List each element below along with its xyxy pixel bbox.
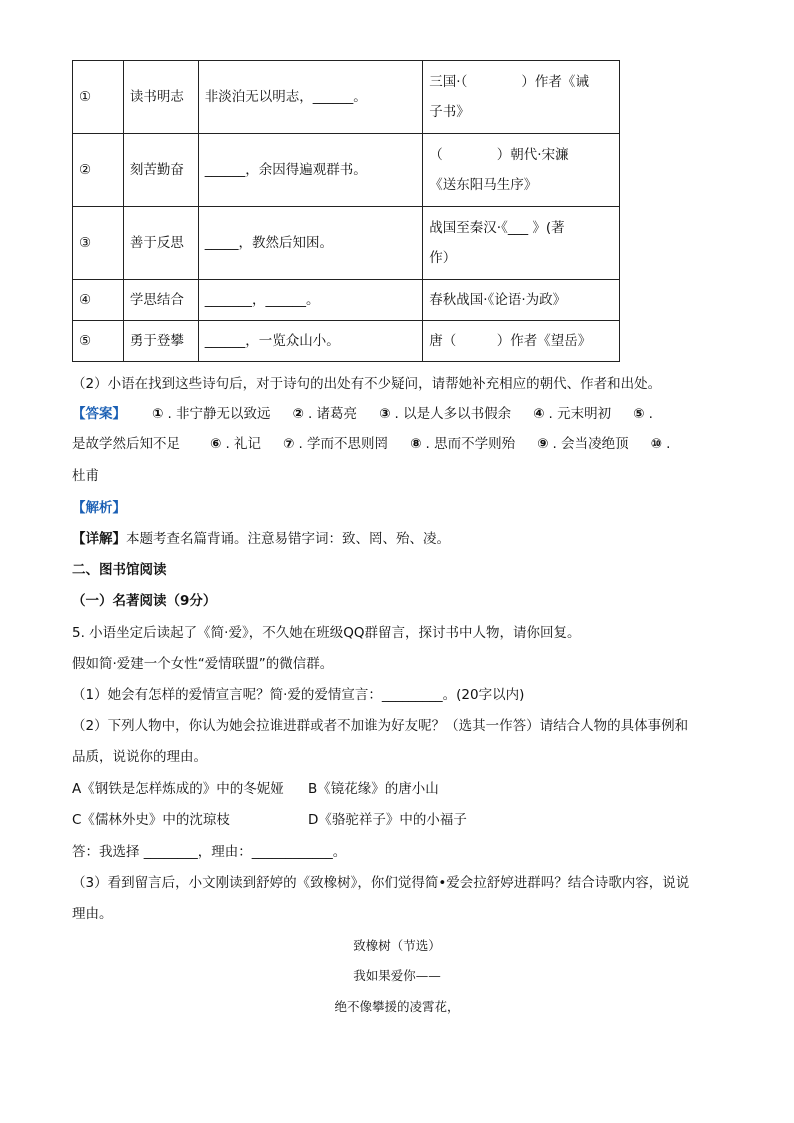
row-line: 非淡泊无以明志，______。	[198, 61, 423, 134]
options-row-1	[72, 779, 734, 799]
row-source: 战国至秦汉·《___ 》(著 作）	[423, 207, 620, 280]
answer-item: ⑦ . 学而不思则罔	[283, 436, 389, 452]
answer-item: ⑧ . 思而不学则殆	[410, 436, 516, 452]
row-number: ②	[73, 134, 124, 207]
row-line: _______，______。	[198, 280, 423, 321]
question-5-intro-2: 假如简·爱建一个女性“爱情联盟”的微信群。	[72, 656, 334, 672]
option-c: C《儒林外史》中的沈琼枝	[72, 812, 230, 828]
option-a: A《钢铁是怎样炼成的》中的冬妮娅	[72, 781, 284, 797]
row-number: ⑤	[73, 321, 124, 362]
answer-item: ⑨ . 会当凌绝顶	[537, 436, 629, 452]
row-line: ______，一览众山小。	[198, 321, 423, 362]
table-row	[73, 134, 620, 207]
question-5-part-1: （1）她会有怎样的爱情宣言呢？简·爱的爱情宣言：_________。(20字以内)	[72, 687, 525, 703]
answer-item: ③ . 以是人多以书假余	[379, 406, 512, 422]
analysis-label: 【解析】	[72, 500, 126, 516]
question-2: （2）小语在找到这些诗句后，对于诗句的出处有不少疑问，请帮她补充相应的朝代、作者和出处。	[72, 376, 662, 392]
answer-line-2	[72, 434, 734, 454]
row-theme: 学思结合	[123, 280, 198, 321]
row-theme: 善于反思	[123, 207, 198, 280]
table-row	[73, 280, 620, 321]
row-number: ④	[73, 280, 124, 321]
answer-last: 杜甫	[72, 468, 99, 484]
row-number: ①	[73, 61, 124, 134]
option-d: D《骆驼祥子》中的小福子	[308, 812, 467, 828]
row-line: ______，余因得遍观群书。	[198, 134, 423, 207]
row-theme: 读书明志	[123, 61, 198, 134]
answer-item: ① . 非宁静无以致远	[152, 406, 271, 422]
row-source: 唐（ ）作者《望岳》	[423, 321, 620, 362]
row-source: （ ）朝代·宋濂 《送东阳马生序》	[423, 134, 620, 207]
answer-item: ② . 诸葛亮	[292, 406, 358, 422]
answer-item: ⑩ .	[650, 436, 671, 452]
table-row	[73, 321, 620, 362]
question-5-intro: 5. 小语坐定后读起了《简·爱》，不久她在班级QQ群留言，探讨书中人物，请你回复。	[72, 625, 581, 641]
question-5-part-3b: 理由。	[72, 906, 113, 922]
table-row	[73, 207, 620, 280]
question-5-part-3a: （3）看到留言后，小文刚读到舒婷的《致橡树》，你们觉得简•爱会拉舒婷进群吗？结合诗歌内容，说说	[72, 875, 690, 891]
answer-item: 是故学然后知不足	[72, 436, 180, 452]
row-number: ③	[73, 207, 124, 280]
row-theme: 刻苦勤奋	[123, 134, 198, 207]
answer-item: ⑥ . 礼记	[210, 436, 262, 452]
row-source: 三国·（ ）作者《诫 子书》	[423, 61, 620, 134]
subsection-title: （一）名著阅读（9分）	[72, 593, 217, 609]
poem-title: 致橡树（节选）	[353, 938, 441, 953]
section-title: 二、图书馆阅读	[72, 562, 167, 578]
row-source: 春秋战国·《论语·为政》	[423, 280, 620, 321]
answer-label: 【答案】	[72, 406, 126, 422]
answer-line-1	[72, 404, 734, 424]
answer-item: ⑤ .	[633, 406, 653, 422]
question-5-part-2b: 品质，说说你的理由。	[72, 749, 207, 765]
row-theme: 勇于登攀	[123, 321, 198, 362]
table-row	[73, 61, 620, 134]
poem-line: 绝不像攀援的凌霄花，	[334, 999, 460, 1014]
poem-source-table	[72, 60, 620, 362]
analysis-detail: 【详解】本题考查名篇背诵。注意易错字词：致、罔、殆、凌。	[72, 531, 450, 547]
option-b: B《镜花缘》的唐小山	[308, 781, 439, 797]
answer-item: ④ . 元末明初	[533, 406, 612, 422]
poem-line: 我如果爱你——	[353, 968, 441, 983]
question-5-part-2a: （2）下列人物中，你认为她会拉谁进群或者不加谁为好友呢？（选其一作答）请结合人物的具体事例和	[72, 718, 689, 734]
row-line: _____，教然后知困。	[198, 207, 423, 280]
answer-prompt: 答：我选择 ________，理由：____________。	[72, 844, 347, 860]
options-row-2	[72, 810, 734, 830]
